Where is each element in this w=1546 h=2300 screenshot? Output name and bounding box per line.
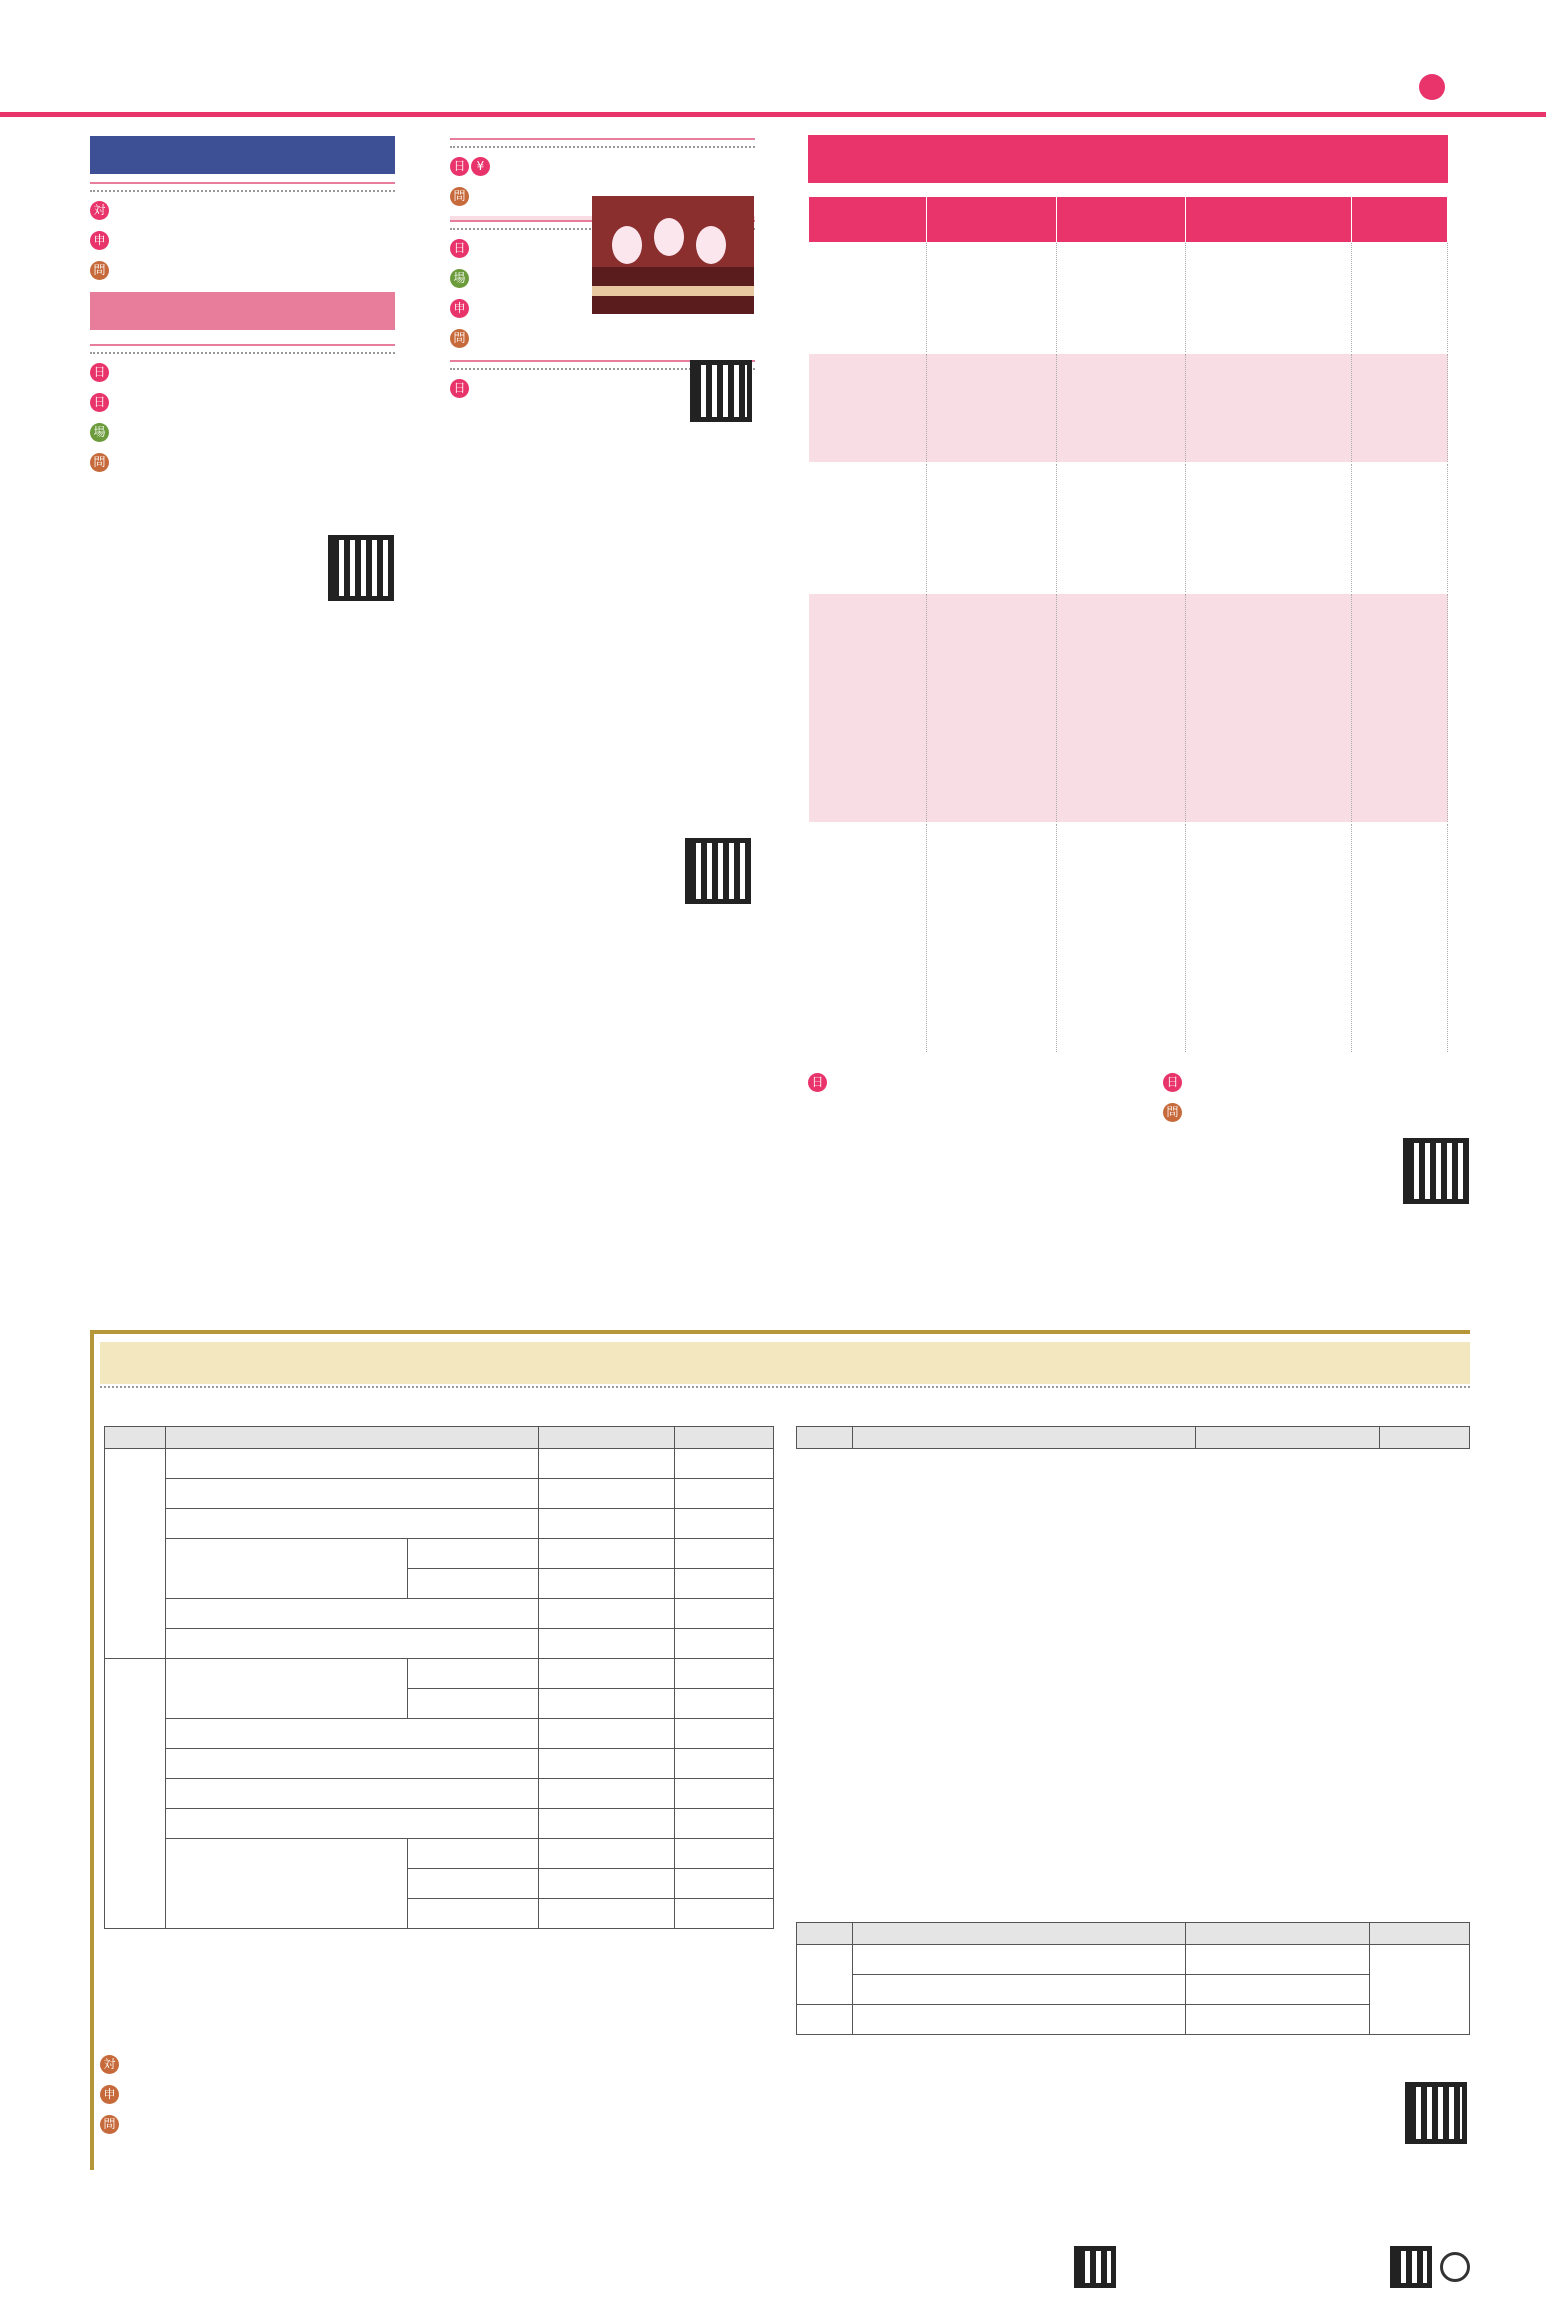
contact-icon: 問 bbox=[450, 329, 469, 348]
kitchen-block bbox=[808, 1066, 1128, 1096]
course-fee bbox=[675, 1599, 774, 1629]
hina-qr-code-icon[interactable] bbox=[690, 360, 752, 422]
event-cell bbox=[809, 463, 927, 593]
course-fee bbox=[675, 1689, 774, 1719]
course-fee bbox=[675, 1749, 774, 1779]
course-variant bbox=[407, 1539, 539, 1569]
date-icon: 日 bbox=[450, 379, 469, 398]
course-time bbox=[539, 1599, 675, 1629]
event-cell bbox=[1056, 243, 1186, 353]
course-time bbox=[539, 1899, 675, 1929]
event-banner bbox=[808, 135, 1448, 183]
date-icon: 日 bbox=[90, 393, 109, 412]
course-time bbox=[539, 1629, 675, 1659]
page-number bbox=[1419, 74, 1445, 100]
header-rule bbox=[0, 112, 1546, 117]
machiiro-qr-code-icon[interactable] bbox=[1074, 2246, 1116, 2288]
course-time bbox=[539, 1689, 675, 1719]
course-fee bbox=[675, 1569, 774, 1599]
course-fee bbox=[675, 1899, 774, 1929]
event-cell bbox=[1056, 463, 1186, 593]
course-row bbox=[105, 1749, 774, 1779]
course-fee bbox=[675, 1629, 774, 1659]
event-cell bbox=[926, 463, 1056, 593]
egu-qr-code-icon[interactable] bbox=[685, 838, 751, 904]
course-name bbox=[166, 1599, 539, 1629]
event-cell bbox=[1056, 353, 1186, 463]
contact-icon: 問 bbox=[100, 2115, 119, 2134]
event-cell bbox=[809, 353, 927, 463]
course-time bbox=[539, 1779, 675, 1809]
event-cell bbox=[926, 353, 1056, 463]
course-name bbox=[166, 1749, 539, 1779]
event-cell bbox=[1186, 823, 1352, 1053]
course-row bbox=[105, 1539, 774, 1569]
course-name bbox=[166, 1809, 539, 1839]
event-cell bbox=[926, 243, 1056, 353]
event-cell bbox=[1056, 593, 1186, 823]
course-name bbox=[166, 1629, 539, 1659]
boshu-heading bbox=[90, 136, 395, 174]
course-row bbox=[105, 1779, 774, 1809]
culture-table-left bbox=[104, 1426, 774, 1929]
moushi-icon: 申 bbox=[90, 231, 109, 250]
course-variant bbox=[407, 1569, 539, 1599]
course-time bbox=[539, 1749, 675, 1779]
park-qr-code-icon[interactable] bbox=[328, 535, 394, 601]
course-fee bbox=[675, 1479, 774, 1509]
course-name bbox=[166, 1539, 407, 1599]
course-fee bbox=[675, 1839, 774, 1869]
column-2 bbox=[450, 138, 755, 402]
moushi-icon: 申 bbox=[450, 299, 469, 318]
event-header bbox=[926, 197, 1056, 243]
date-icon: 日 bbox=[450, 239, 469, 258]
park-title bbox=[90, 182, 395, 184]
event-cell bbox=[926, 823, 1056, 1053]
machikado-fee bbox=[1370, 1945, 1470, 2035]
event-cell bbox=[1056, 823, 1186, 1053]
event-row bbox=[809, 243, 1448, 353]
course-name bbox=[166, 1449, 539, 1479]
place-icon: 場 bbox=[90, 423, 109, 442]
contact-icon: 問 bbox=[1163, 1103, 1182, 1122]
park-body bbox=[90, 194, 395, 284]
photo-block bbox=[1163, 1066, 1473, 1126]
course-time bbox=[539, 1869, 675, 1899]
course-fee bbox=[675, 1809, 774, 1839]
course-variant bbox=[407, 1899, 539, 1929]
course-name bbox=[166, 1479, 539, 1509]
course-fee bbox=[675, 1509, 774, 1539]
event-header bbox=[1186, 197, 1352, 243]
event-cell bbox=[926, 593, 1056, 823]
course-time bbox=[539, 1809, 675, 1839]
culture-qr-code-icon[interactable] bbox=[1405, 2082, 1467, 2144]
course-time bbox=[539, 1569, 675, 1599]
event-header bbox=[809, 197, 927, 243]
course-name bbox=[166, 1839, 407, 1929]
event-row bbox=[809, 463, 1448, 593]
plant-qr-code-icon[interactable] bbox=[1403, 1138, 1469, 1204]
course-time bbox=[539, 1449, 675, 1479]
event-cell bbox=[1352, 463, 1448, 593]
course-variant bbox=[407, 1689, 539, 1719]
course-variant bbox=[407, 1839, 539, 1869]
event-row bbox=[809, 353, 1448, 463]
course-fee bbox=[675, 1449, 774, 1479]
event-table bbox=[808, 196, 1448, 1054]
course-time bbox=[539, 1509, 675, 1539]
course-time bbox=[539, 1839, 675, 1869]
event-header bbox=[1352, 197, 1448, 243]
event-row bbox=[809, 823, 1448, 1053]
course-row bbox=[105, 1599, 774, 1629]
course-row bbox=[105, 1839, 774, 1869]
taisho-icon: 対 bbox=[100, 2055, 119, 2074]
kyushoku-title bbox=[90, 344, 395, 346]
hina-doll-photo bbox=[592, 196, 754, 314]
weekday-cell bbox=[105, 1449, 166, 1659]
course-name bbox=[166, 1659, 407, 1719]
event-cell bbox=[1352, 353, 1448, 463]
course-variant bbox=[407, 1659, 539, 1689]
course-fee bbox=[675, 1719, 774, 1749]
course-variant bbox=[407, 1869, 539, 1899]
contact-icon: 問 bbox=[450, 187, 469, 206]
event-cell bbox=[809, 593, 927, 823]
culture-table-right bbox=[796, 1426, 1470, 1449]
city-emblem-icon bbox=[1440, 2252, 1470, 2282]
fee-icon: ¥ bbox=[471, 157, 490, 176]
event-cell bbox=[1186, 463, 1352, 593]
place-icon: 場 bbox=[450, 269, 469, 288]
event-cell bbox=[809, 823, 927, 1053]
course-fee bbox=[675, 1779, 774, 1809]
date-icon: 日 bbox=[90, 363, 109, 382]
date-icon: 日 bbox=[808, 1073, 827, 1092]
column-1 bbox=[90, 130, 395, 476]
weekday-cell bbox=[105, 1659, 166, 1929]
course-name bbox=[166, 1719, 539, 1749]
course-time bbox=[539, 1479, 675, 1509]
machikado-table bbox=[796, 1922, 1470, 2035]
course-fee bbox=[675, 1659, 774, 1689]
course-name bbox=[166, 1779, 539, 1809]
course-row bbox=[105, 1629, 774, 1659]
page-header bbox=[740, 74, 1445, 105]
culture-notes bbox=[100, 2048, 1390, 2138]
course-row bbox=[105, 1479, 774, 1509]
date-icon: 日 bbox=[450, 157, 469, 176]
event-cell bbox=[1352, 593, 1448, 823]
event-cell bbox=[1352, 243, 1448, 353]
course-time bbox=[539, 1719, 675, 1749]
ebooks-qr-code-icon[interactable] bbox=[1390, 2246, 1432, 2288]
course-row bbox=[105, 1509, 774, 1539]
moushi-icon: 申 bbox=[100, 2085, 119, 2104]
event-cell bbox=[1186, 243, 1352, 353]
course-row bbox=[105, 1449, 774, 1479]
course-fee bbox=[675, 1539, 774, 1569]
course-row bbox=[105, 1659, 774, 1689]
contact-icon: 問 bbox=[90, 453, 109, 472]
moyooshi-heading bbox=[90, 292, 395, 330]
event-header bbox=[1056, 197, 1186, 243]
date-icon: 日 bbox=[1163, 1073, 1182, 1092]
course-row bbox=[105, 1719, 774, 1749]
event-cell bbox=[809, 243, 927, 353]
course-fee bbox=[675, 1869, 774, 1899]
event-cell bbox=[1352, 823, 1448, 1053]
hina-title bbox=[450, 138, 755, 140]
course-row bbox=[105, 1809, 774, 1839]
event-cell bbox=[1186, 593, 1352, 823]
event-row bbox=[809, 593, 1448, 823]
culture-title bbox=[100, 1342, 1470, 1384]
course-time bbox=[539, 1659, 675, 1689]
course-name bbox=[166, 1509, 539, 1539]
contact-icon: 問 bbox=[90, 261, 109, 280]
event-cell bbox=[1186, 353, 1352, 463]
course-time bbox=[539, 1539, 675, 1569]
taisho-icon: 対 bbox=[90, 201, 109, 220]
